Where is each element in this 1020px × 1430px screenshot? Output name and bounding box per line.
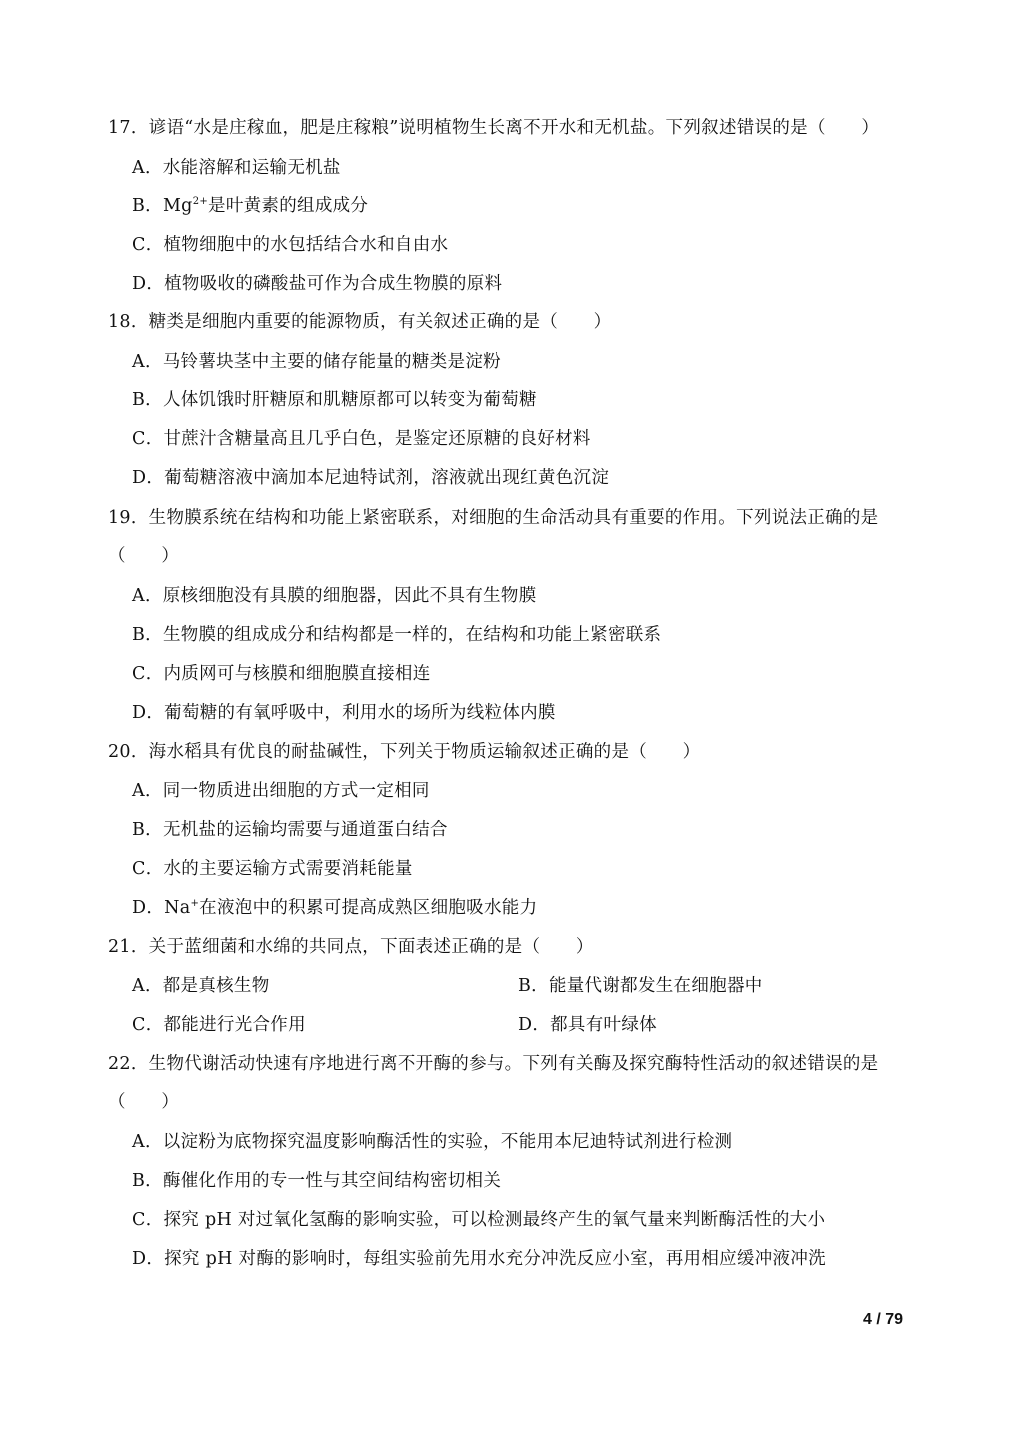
question-20-option-a: A．同一物质进出细胞的方式一定相同 [132, 781, 430, 801]
question-20-option-c: C．水的主要运输方式需要消耗能量 [132, 859, 413, 879]
question-22-option-c: C．探究 pH 对过氧化氢酶的影响实验，可以检测最终产生的氧气量来判断酶活性的大小 [132, 1210, 826, 1230]
question-19-option-d: D．葡萄糖的有氧呼吸中，利用水的场所为线粒体内膜 [132, 703, 556, 723]
question-18-option-d: D．葡萄糖溶液中滴加本尼迪特试剂，溶液就出现红黄色沉淀 [132, 468, 610, 488]
question-18-option-b: B．人体饥饿时肝糖原和肌糖原都可以转变为葡萄糖 [132, 390, 537, 410]
question-17-option-c: C．植物细胞中的水包括结合水和自由水 [132, 235, 449, 255]
option-d-suffix: 在液泡中的积累可提高成熟区细胞吸水能力 [199, 898, 538, 918]
question-22-stem-line2: （ ） [108, 1092, 180, 1112]
option-b-prefix: B．Mg [132, 196, 193, 216]
question-22-option-d: D．探究 pH 对酶的影响时，每组实验前先用水充分冲洗反应小室，再用相应缓冲液冲洗 [132, 1249, 826, 1269]
question-22-option-a: A．以淀粉为底物探究温度影响酶活性的实验，不能用本尼迪特试剂进行检测 [132, 1132, 733, 1152]
question-19-option-b: B．生物膜的组成成分和结构都是一样的，在结构和功能上紧密联系 [132, 625, 662, 645]
ion-charge-superscript: 2+ [192, 196, 209, 208]
question-22-stem-line1: 22．生物代谢活动快速有序地进行离不开酶的参与。下列有关酶及探究酶特性活动的叙述错误的是 [108, 1054, 879, 1074]
option-b-suffix: 是叶黄素的组成成分 [208, 196, 369, 216]
question-18-option-c: C．甘蔗汁含糖量高且几乎白色，是鉴定还原糖的良好材料 [132, 429, 591, 449]
page-number: 4 / 79 [862, 1311, 903, 1328]
question-21-option-d: D．都具有叶绿体 [518, 1015, 657, 1035]
question-20-option-d [132, 896, 537, 920]
question-19-stem-line2: （ ） [108, 546, 180, 566]
question-20-option-b: B．无机盐的运输均需要与通道蛋白结合 [132, 820, 448, 840]
question-17-option-d: D．植物吸收的磷酸盐可作为合成生物膜的原料 [132, 274, 503, 294]
question-19-option-a: A．原核细胞没有具膜的细胞器，因此不具有生物膜 [132, 586, 537, 606]
question-18-option-a: A．马铃薯块茎中主要的储存能量的糖类是淀粉 [132, 352, 501, 372]
question-18-stem: 18．糖类是细胞内重要的能源物质，有关叙述正确的是（ ） [108, 312, 612, 332]
question-22-option-b: B．酶催化作用的专一性与其空间结构密切相关 [132, 1171, 502, 1191]
question-19-stem-line1: 19．生物膜系统在结构和功能上紧密联系，对细胞的生命活动具有重要的作用。下列说法正确的是 [108, 508, 879, 528]
question-21-stem: 21．关于蓝细菌和水绵的共同点，下面表述正确的是（ ） [108, 937, 594, 957]
question-21-option-c: C．都能进行光合作用 [132, 1015, 306, 1035]
question-17-stem: 17．谚语“水是庄稼血，肥是庄稼粮”说明植物生长离不开水和无机盐。下列叙述错误的是（ ） [108, 118, 880, 138]
question-21-option-b: B．能量代谢都发生在细胞器中 [518, 976, 763, 996]
question-17-option-b [132, 194, 368, 218]
ion-charge-superscript: + [190, 898, 200, 910]
question-19-option-c: C．内质网可与核膜和细胞膜直接相连 [132, 664, 431, 684]
question-17-option-a: A．水能溶解和运输无机盐 [132, 158, 341, 178]
question-21-option-a: A．都是真核生物 [132, 976, 270, 996]
question-20-stem: 20．海水稻具有优良的耐盐碱性，下列关于物质运输叙述正确的是（ ） [108, 742, 701, 762]
option-d-prefix: D．Na [132, 898, 191, 918]
